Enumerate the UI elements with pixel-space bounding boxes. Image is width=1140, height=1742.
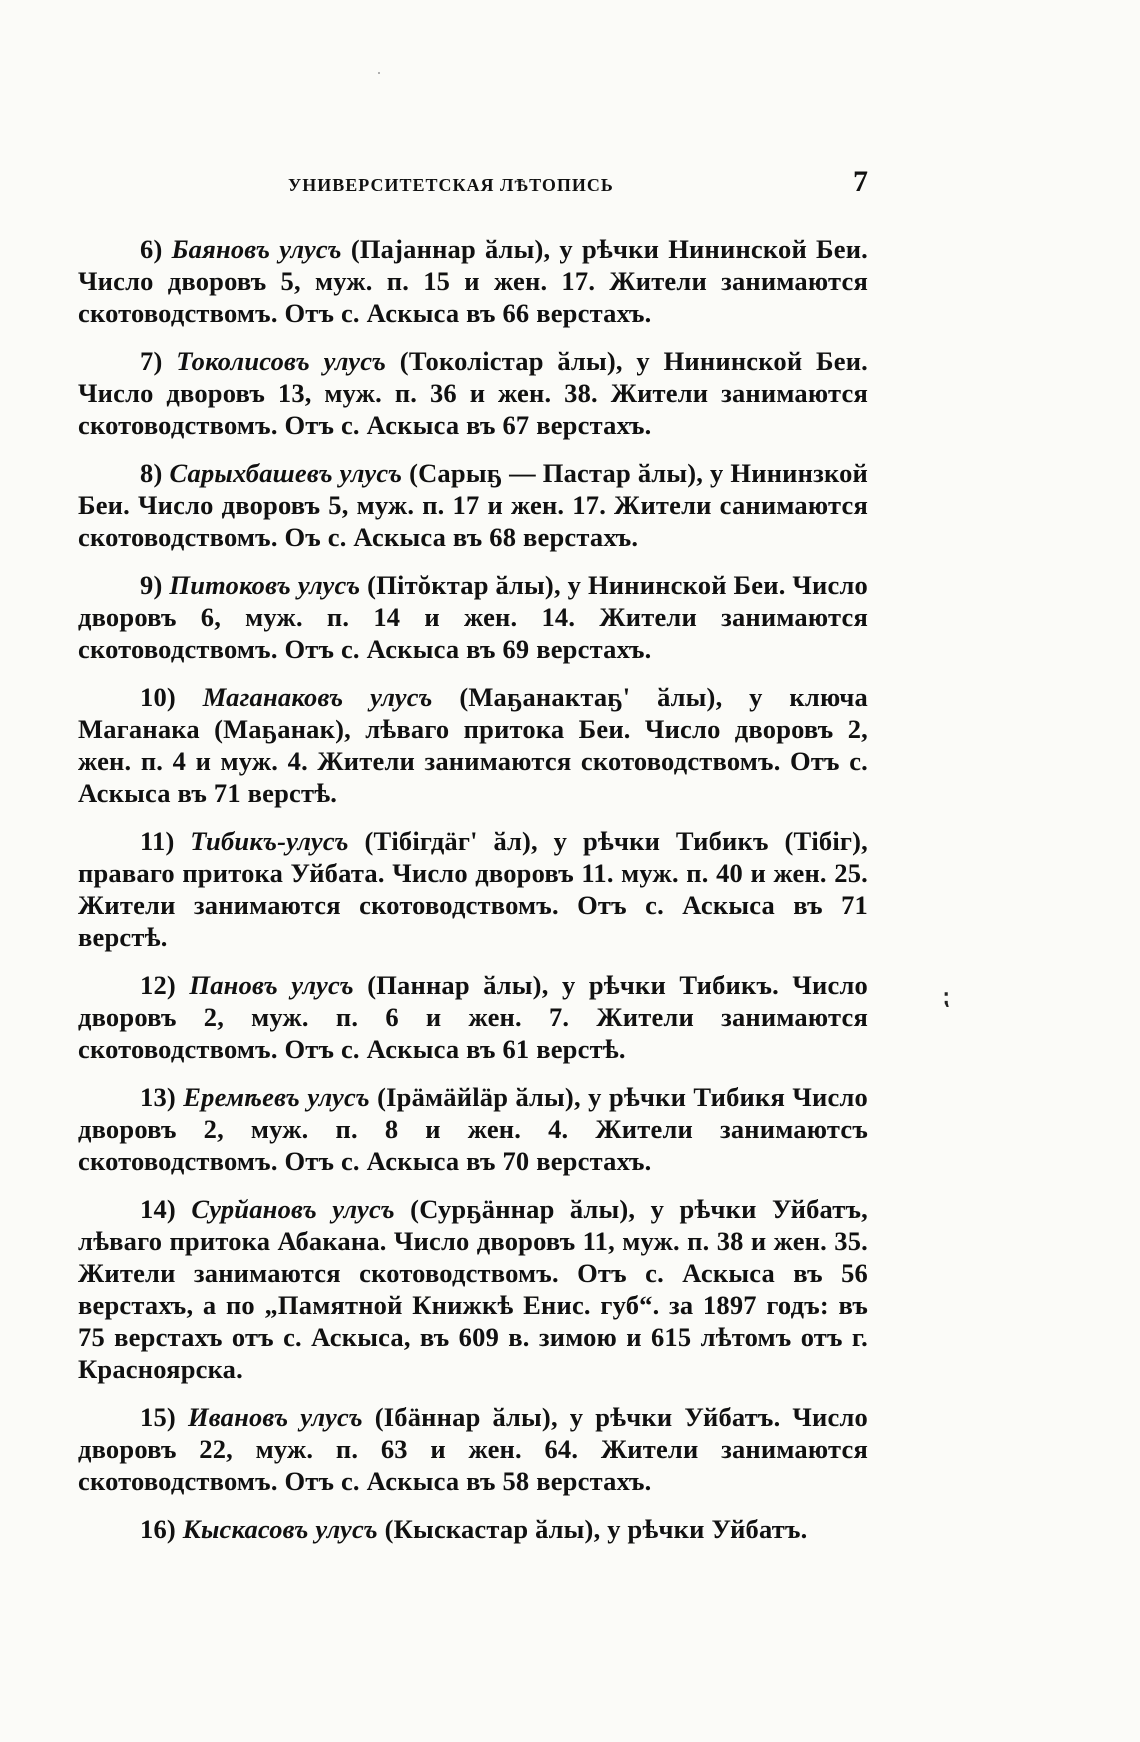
- margin-mark: ⁏: [942, 984, 950, 1009]
- entry-number: 10): [140, 682, 176, 712]
- entry-name: Сурйановъ улусъ: [191, 1194, 395, 1224]
- page-number: 7: [853, 165, 868, 198]
- entry-number: 8): [140, 458, 163, 488]
- list-item: [78, 825, 868, 953]
- entry-number: 15): [140, 1402, 176, 1432]
- entry-name: Тибикъ-улусъ: [190, 826, 349, 856]
- list-item: [78, 569, 868, 665]
- entry-name: Еремѣевъ улусъ: [183, 1082, 370, 1112]
- entry-number: 16): [140, 1514, 176, 1544]
- list-item: [78, 233, 868, 329]
- entries-list: [78, 233, 868, 1545]
- entry-text: (Паннар ӑлы), у рѣчки Тибикъ. Число дворовъ 2, муж. п. 6 и жен. 7. Жители занимаются скотоводствомъ. Отъ с. Аскыса въ 61 верстѣ.: [78, 970, 868, 1064]
- entry-name: Пановъ улусъ: [189, 970, 354, 1000]
- list-item: [78, 1081, 868, 1177]
- entry-text: (Тiбiгдӓг' ӑл), у рѣчки Тибикъ (Тiбiг), праваго притока Уйбата. Число дворовъ 11. муж. п. 40 и жен. 25. Жители занимаются скотоводствомъ. Отъ с. Аскыса въ 71 верстѣ.: [78, 826, 868, 952]
- entry-name: Баяновъ улусъ: [171, 234, 342, 264]
- list-item: [78, 457, 868, 553]
- list-item: [78, 1513, 868, 1545]
- document-page: [78, 165, 868, 1561]
- entry-text: (Iбӓннар ӑлы), у рѣчки Уйбатъ. Число дворовъ 22, муж. п. 63 и жен. 64. Жители занимаются скотоводствомъ. Отъ с. Аскыса въ 58 верстахъ.: [78, 1402, 868, 1496]
- entry-number: 12): [140, 970, 176, 1000]
- entry-text: (Iрӓмӓйlӓр ӑлы), у рѣчки Тибикя Число дворовъ 2, муж. п. 8 и жен. 4. Жители занимаютсъ скотоводствомъ. Отъ с. Аскыса въ 70 верстахъ.: [78, 1082, 868, 1176]
- entry-name: Сарыхбашевъ улусъ: [169, 458, 403, 488]
- entry-text: (Пiтŏктар ӑлы), у Нининской Беи. Число дворовъ 6, муж. п. 14 и жен. 14. Жители занимаются скотоводствомъ. Отъ с. Аскыса въ 69 верстахъ.: [78, 570, 868, 664]
- entry-number: 6): [140, 234, 163, 264]
- entry-text: (Токолiстар ӑлы), у Нининской Беи. Число дворовъ 13, муж. п. 36 и жен. 38. Жители занимаются скотоводствомъ. Отъ с. Аскыса въ 67 верстахъ.: [78, 346, 869, 440]
- entry-text: (Кыскастар ӑлы), у рѣчки Уйбатъ.: [384, 1514, 808, 1544]
- list-item: [78, 345, 868, 441]
- entry-text: (Пајаннар ӑлы), у рѣчки Нининской Беи. Число дворовъ 5, муж. п. 15 и жен. 17. Жители занимаются скотоводствомъ. Отъ с. Аскыса въ 66 верстахъ.: [78, 234, 869, 328]
- entry-text: (Сарыҕ — Пастар ӑлы), у Нининзкой Беи. Число дворовъ 5, муж. п. 17 и жен. 17. Жители санимаются скотоводствомъ. Оъ с. Аскыса въ 68 верстахъ.: [78, 458, 869, 552]
- list-item: [78, 681, 868, 809]
- entry-name: Ивановъ улусъ: [187, 1402, 363, 1432]
- entry-number: 14): [140, 1194, 176, 1224]
- scan-speck: [378, 72, 380, 74]
- entry-number: 11): [140, 826, 175, 856]
- entry-name: Маганаковъ улусъ: [202, 682, 433, 712]
- running-title: УНИВЕРСИТЕТСКАЯ ЛѢТОПИСЬ: [288, 175, 614, 195]
- entry-number: 13): [140, 1082, 176, 1112]
- page-header: [78, 165, 868, 205]
- entry-text: (Маҕанактаҕ' ӑлы), у ключа Маганака (Маҕанак), лѣваго притока Беи. Число дворовъ 2, жен. п. 4 и муж. 4. Жители занимаются скотоводствомъ. Отъ с. Аскыса въ 71 верстѣ.: [78, 682, 868, 808]
- entry-number: 9): [140, 570, 163, 600]
- entry-text: (Сурҕӓннар ӑлы), у рѣчки Уйбатъ, лѣваго притока Абакана. Число дворовъ 11, муж. п. 38 и жен. 35. Жители занимаются скотоводствомъ. Отъ с. Аскыса въ 56 верстахъ, а по „Памятной Книжкѣ Енис. губ“. за 1897 годъ: въ 75 верстахъ отъ с. Аскыса, въ 609 в. зимою и 615 лѣтомъ отъ г. Красноярска.: [78, 1194, 869, 1384]
- list-item: [78, 1193, 868, 1385]
- list-item: [78, 1401, 868, 1497]
- entry-name: Токолисовъ улусъ: [176, 346, 387, 376]
- entry-name: Кыскасовъ улусъ: [182, 1514, 378, 1544]
- entry-number: 7): [140, 346, 163, 376]
- entry-name: Питоковъ улусъ: [169, 570, 361, 600]
- list-item: [78, 969, 868, 1065]
